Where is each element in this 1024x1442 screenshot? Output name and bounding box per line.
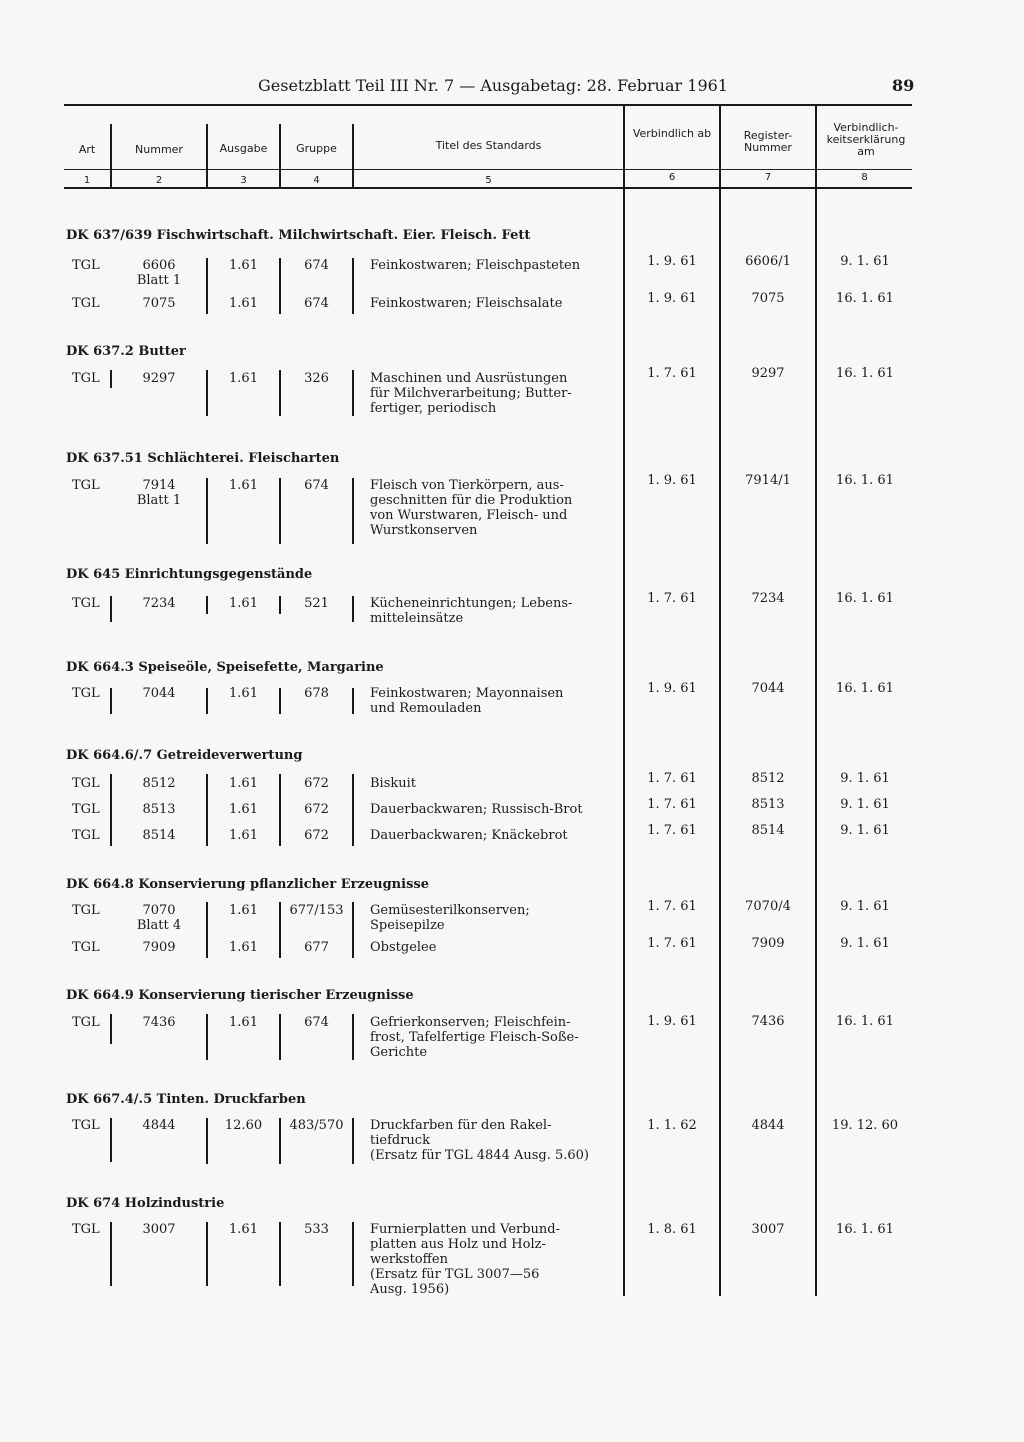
cell-divider xyxy=(352,478,354,544)
cell-art: TGL xyxy=(72,478,100,493)
column-header-verbindlich-ab: Verbindlich ab xyxy=(632,127,712,140)
column-number: 3 xyxy=(240,175,247,186)
cell-nummer: 8514 xyxy=(142,828,176,843)
cell-erklaerung: 9. 1. 61 xyxy=(840,771,890,786)
cell-titel: Gemüsesterilkonserven; xyxy=(370,903,530,918)
cell-verbindlich-ab: 1. 9. 61 xyxy=(647,473,697,488)
cell-nummer-blatt: Blatt 1 xyxy=(136,273,182,288)
cell-erklaerung: 9. 1. 61 xyxy=(840,797,890,812)
cell-erklaerung: 16. 1. 61 xyxy=(836,591,894,606)
cell-titel: frost, Tafelfertige Fleisch-Soße- xyxy=(370,1030,579,1045)
cell-divider xyxy=(279,774,281,846)
column-number: 7 xyxy=(764,172,772,183)
cell-titel: Wurstkonserven xyxy=(370,523,478,538)
cell-register: 7436 xyxy=(751,1014,785,1029)
cell-ausgabe: 1.61 xyxy=(229,802,258,817)
page-header-title: Gesetzblatt Teil III Nr. 7 — Ausgabetag: 28. Februar 1961 xyxy=(258,76,728,95)
cell-ausgabe: 1.61 xyxy=(229,776,258,791)
cell-divider xyxy=(110,1014,112,1044)
cell-verbindlich-ab: 1. 1. 62 xyxy=(647,1118,697,1133)
cell-nummer: 7234 xyxy=(142,596,176,611)
cell-gruppe: 677 xyxy=(304,940,329,955)
cell-divider xyxy=(110,1222,112,1286)
header-rule-top xyxy=(64,104,912,106)
cell-register: 8514 xyxy=(751,823,785,838)
cell-titel: Dauerbackwaren; Knäckebrot xyxy=(370,828,568,843)
cell-titel: Gefrierkonserven; Fleischfein- xyxy=(370,1015,571,1030)
cell-titel: Feinkostwaren; Fleischsalate xyxy=(370,296,563,311)
cell-divider xyxy=(206,688,208,714)
cell-verbindlich-ab: 1. 7. 61 xyxy=(647,899,697,914)
cell-nummer: 7070 xyxy=(142,903,176,918)
cell-nummer-blatt: Blatt 1 xyxy=(136,493,182,508)
cell-art: TGL xyxy=(72,258,100,273)
cell-verbindlich-ab: 1. 7. 61 xyxy=(647,797,697,812)
cell-register: 7075 xyxy=(751,291,785,306)
cell-register: 9297 xyxy=(751,366,785,381)
cell-divider xyxy=(352,902,354,958)
cell-nummer: 9297 xyxy=(142,371,176,386)
cell-titel: werkstoffen xyxy=(370,1252,448,1267)
cell-ausgabe: 12.60 xyxy=(224,1118,263,1133)
cell-divider xyxy=(279,1014,281,1060)
cell-art: TGL xyxy=(72,686,100,701)
cell-gruppe: 678 xyxy=(304,686,329,701)
cell-titel: Feinkostwaren; Fleischpasteten xyxy=(370,258,581,273)
cell-erklaerung: 16. 1. 61 xyxy=(836,366,894,381)
cell-erklaerung: 16. 1. 61 xyxy=(836,473,894,488)
cell-gruppe: 672 xyxy=(304,776,329,791)
cell-verbindlich-ab: 1. 9. 61 xyxy=(647,1014,697,1029)
cell-divider xyxy=(206,1118,208,1164)
cell-register: 7234 xyxy=(751,591,785,606)
cell-titel: Dauerbackwaren; Russisch-Brot xyxy=(370,802,583,817)
cell-verbindlich-ab: 1. 7. 61 xyxy=(647,936,697,951)
cell-divider xyxy=(352,370,354,416)
cell-gruppe: 677/153 xyxy=(289,903,344,918)
cell-divider xyxy=(206,774,208,846)
column-number: 4 xyxy=(313,175,320,186)
cell-nummer: 4844 xyxy=(142,1118,176,1133)
cell-art: TGL xyxy=(72,940,100,955)
column-header-gruppe: Gruppe xyxy=(296,142,337,155)
cell-titel: platten aus Holz und Holz- xyxy=(370,1237,546,1252)
cell-erklaerung: 9. 1. 61 xyxy=(840,899,890,914)
cell-titel: mitteleinsätze xyxy=(370,611,464,626)
cell-divider xyxy=(110,1118,112,1162)
cell-register: 7044 xyxy=(751,681,785,696)
section-heading: DK 664.8 Konservierung pflanzlicher Erzeugnisse xyxy=(66,877,429,892)
cell-titel: Druckfarben für den Rakel- xyxy=(370,1118,552,1133)
cell-ausgabe: 1.61 xyxy=(229,258,258,273)
cell-titel: fertiger, periodisch xyxy=(370,401,497,416)
cell-verbindlich-ab: 1. 7. 61 xyxy=(647,366,697,381)
column-number: 2 xyxy=(155,175,163,186)
cell-erklaerung: 9. 1. 61 xyxy=(840,936,890,951)
cell-erklaerung: 9. 1. 61 xyxy=(840,254,890,269)
cell-divider xyxy=(279,258,281,314)
cell-divider xyxy=(279,902,281,958)
column-header-ausgabe: Ausgabe xyxy=(219,142,268,155)
cell-divider xyxy=(352,1014,354,1060)
section-heading: DK 664.3 Speiseöle, Speisefette, Margarine xyxy=(66,660,384,675)
cell-divider xyxy=(352,688,354,714)
section-heading: DK 674 Holzindustrie xyxy=(66,1196,225,1211)
cell-divider xyxy=(352,1222,354,1286)
cell-ausgabe: 1.61 xyxy=(229,1015,258,1030)
cell-divider xyxy=(206,596,208,614)
cell-divider xyxy=(279,478,281,544)
cell-nummer: 8512 xyxy=(142,776,176,791)
cell-titel: Maschinen und Ausrüstungen xyxy=(370,371,568,386)
cell-verbindlich-ab: 1. 9. 61 xyxy=(647,681,697,696)
cell-verbindlich-ab: 1. 9. 61 xyxy=(647,254,697,269)
section-heading: DK 664.9 Konservierung tierischer Erzeugnisse xyxy=(66,988,414,1003)
column-header-nummer: Nummer xyxy=(135,143,183,156)
cell-divider xyxy=(206,1014,208,1060)
cell-titel: Kücheneinrichtungen; Lebens- xyxy=(370,596,573,611)
cell-ausgabe: 1.61 xyxy=(229,596,258,611)
cell-ausgabe: 1.61 xyxy=(229,828,258,843)
section-heading: DK 637/639 Fischwirtschaft. Milchwirtschaft. Eier. Fleisch. Fett xyxy=(66,228,531,243)
cell-verbindlich-ab: 1. 8. 61 xyxy=(647,1222,697,1237)
cell-register: 7914/1 xyxy=(745,473,791,488)
cell-divider xyxy=(279,1118,281,1164)
cell-gruppe: 533 xyxy=(304,1222,329,1237)
cell-nummer-blatt: Blatt 4 xyxy=(136,918,182,933)
cell-titel: Ausg. 1956) xyxy=(370,1282,450,1297)
cell-erklaerung: 16. 1. 61 xyxy=(836,1222,894,1237)
cell-nummer: 3007 xyxy=(142,1222,176,1237)
cell-titel: für Milchverarbeitung; Butter- xyxy=(370,386,572,401)
section-heading: DK 664.6/.7 Getreideverwertung xyxy=(66,748,303,763)
cell-verbindlich-ab: 1. 7. 61 xyxy=(647,591,697,606)
cell-titel: und Remouladen xyxy=(370,701,482,716)
cell-nummer: 7436 xyxy=(142,1015,176,1030)
cell-titel: Obstgelee xyxy=(370,940,437,955)
column-number: 5 xyxy=(485,175,492,186)
column-header-titel: Titel des Standards xyxy=(435,139,542,152)
cell-art: TGL xyxy=(72,296,100,311)
cell-gruppe: 674 xyxy=(304,258,329,273)
cell-divider xyxy=(279,1222,281,1286)
cell-art: TGL xyxy=(72,596,100,611)
cell-ausgabe: 1.61 xyxy=(229,371,258,386)
cell-titel: (Ersatz für TGL 3007—56 xyxy=(370,1267,540,1282)
cell-art: TGL xyxy=(72,802,100,817)
cell-titel: tiefdruck xyxy=(370,1133,430,1148)
cell-art: TGL xyxy=(72,1118,100,1133)
cell-divider xyxy=(110,596,112,622)
cell-register: 6606/1 xyxy=(745,254,791,269)
cell-nummer: 7909 xyxy=(142,940,176,955)
cell-divider xyxy=(206,902,208,958)
cell-gruppe: 674 xyxy=(304,478,329,493)
section-heading: DK 637.2 Butter xyxy=(66,344,186,359)
cell-register: 8512 xyxy=(751,771,785,786)
cell-nummer: 7075 xyxy=(142,296,176,311)
column-divider-8 xyxy=(815,104,817,1296)
cell-divider xyxy=(110,688,112,714)
cell-register: 8513 xyxy=(751,797,785,812)
section-heading: DK 637.51 Schlächterei. Fleischarten xyxy=(66,451,340,466)
cell-erklaerung: 16. 1. 61 xyxy=(836,291,894,306)
cell-divider xyxy=(279,688,281,714)
cell-divider xyxy=(206,1222,208,1286)
cell-titel: geschnitten für die Produktion xyxy=(370,493,573,508)
cell-ausgabe: 1.61 xyxy=(229,478,258,493)
cell-verbindlich-ab: 1. 7. 61 xyxy=(647,823,697,838)
cell-erklaerung: 16. 1. 61 xyxy=(836,681,894,696)
cell-nummer: 7914 xyxy=(142,478,176,493)
header-rule-mid xyxy=(64,169,912,170)
cell-register: 7070/4 xyxy=(745,899,791,914)
cell-divider xyxy=(352,596,354,622)
cell-art: TGL xyxy=(72,776,100,791)
cell-art: TGL xyxy=(72,828,100,843)
column-header-register-nummer: Register-Nummer xyxy=(743,129,793,154)
cell-titel: Furnierplatten und Verbund- xyxy=(370,1222,561,1237)
column-header-verbindlichkeitserklaerung: Verbindlich-keitserklärung am xyxy=(826,121,906,158)
cell-divider xyxy=(110,774,112,846)
cell-register: 7909 xyxy=(751,936,785,951)
cell-gruppe: 674 xyxy=(304,296,329,311)
cell-titel: Feinkostwaren; Mayonnaisen xyxy=(370,686,564,701)
cell-titel: von Wurstwaren, Fleisch- und xyxy=(370,508,568,523)
cell-divider xyxy=(279,370,281,416)
cell-gruppe: 483/570 xyxy=(289,1118,344,1133)
cell-nummer: 6606 xyxy=(142,258,176,273)
column-header-art: Art xyxy=(78,143,96,156)
cell-ausgabe: 1.61 xyxy=(229,940,258,955)
cell-divider xyxy=(279,596,281,614)
cell-art: TGL xyxy=(72,371,100,386)
cell-art: TGL xyxy=(72,1222,100,1237)
cell-nummer: 7044 xyxy=(142,686,176,701)
cell-gruppe: 521 xyxy=(304,596,329,611)
cell-erklaerung: 9. 1. 61 xyxy=(840,823,890,838)
cell-erklaerung: 19. 12. 60 xyxy=(831,1118,899,1133)
column-number: 6 xyxy=(668,172,676,183)
cell-gruppe: 326 xyxy=(304,371,329,386)
column-divider-7 xyxy=(719,104,721,1296)
cell-titel: Biskuit xyxy=(370,776,417,791)
cell-verbindlich-ab: 1. 9. 61 xyxy=(647,291,697,306)
page-number: 89 xyxy=(892,76,915,95)
cell-gruppe: 674 xyxy=(304,1015,329,1030)
cell-art: TGL xyxy=(72,1015,100,1030)
cell-divider xyxy=(110,370,112,388)
cell-titel: Fleisch von Tierkörpern, aus- xyxy=(370,478,564,493)
cell-gruppe: 672 xyxy=(304,802,329,817)
cell-register: 3007 xyxy=(751,1222,785,1237)
section-heading: DK 667.4/.5 Tinten. Druckfarben xyxy=(66,1092,306,1107)
cell-register: 4844 xyxy=(751,1118,785,1133)
cell-divider xyxy=(352,258,354,314)
column-divider-6 xyxy=(623,104,625,1296)
cell-divider xyxy=(206,370,208,416)
cell-nummer: 8513 xyxy=(142,802,176,817)
cell-ausgabe: 1.61 xyxy=(229,1222,258,1237)
cell-art: TGL xyxy=(72,903,100,918)
column-number: 8 xyxy=(861,172,868,183)
header-rule-bottom xyxy=(64,187,912,189)
cell-erklaerung: 16. 1. 61 xyxy=(836,1014,894,1029)
cell-divider xyxy=(206,478,208,544)
cell-gruppe: 672 xyxy=(304,828,329,843)
cell-divider xyxy=(352,774,354,846)
cell-titel: (Ersatz für TGL 4844 Ausg. 5.60) xyxy=(370,1148,590,1163)
section-heading: DK 645 Einrichtungsgegenstände xyxy=(66,567,313,582)
cell-verbindlich-ab: 1. 7. 61 xyxy=(647,771,697,786)
cell-divider xyxy=(352,1118,354,1164)
cell-ausgabe: 1.61 xyxy=(229,903,258,918)
cell-divider xyxy=(206,258,208,314)
cell-titel: Speisepilze xyxy=(370,918,445,933)
cell-ausgabe: 1.61 xyxy=(229,296,258,311)
cell-titel: Gerichte xyxy=(370,1045,428,1060)
cell-ausgabe: 1.61 xyxy=(229,686,258,701)
column-number: 1 xyxy=(83,175,91,186)
